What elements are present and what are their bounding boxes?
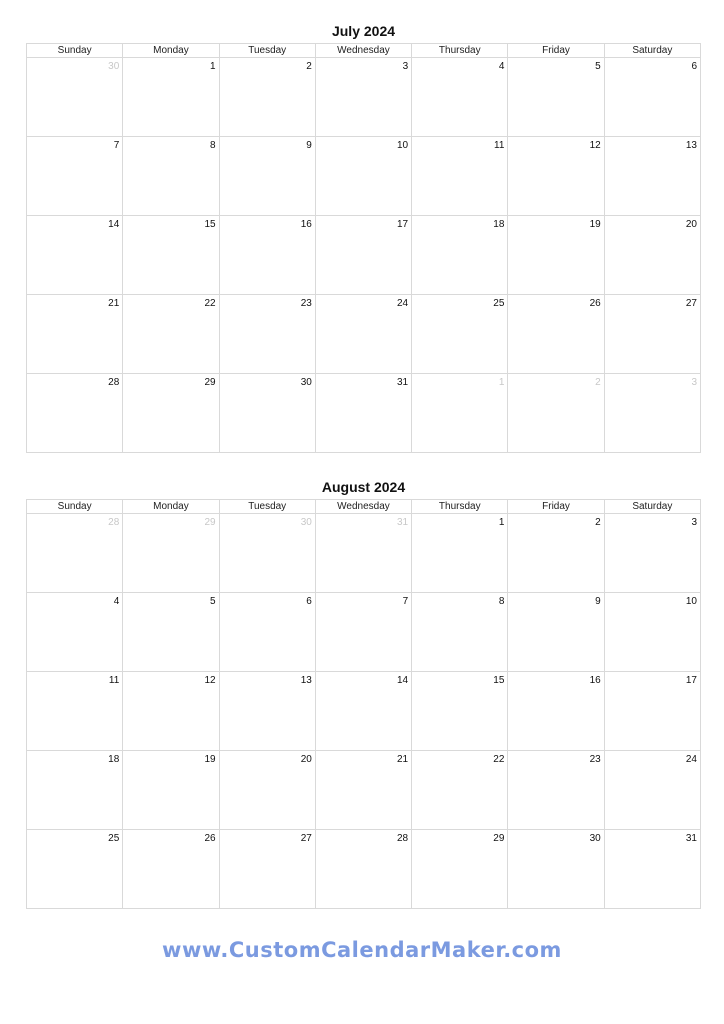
day-number: 12 [204,675,216,686]
calendar-grid [26,43,701,453]
week-row [27,593,701,672]
day-cell[interactable] [604,830,700,909]
day-number: 16 [589,675,601,686]
day-cell[interactable] [123,216,219,295]
weekday-thursday: Thursday [412,44,508,58]
day-number: 23 [589,754,601,765]
day-number: 25 [493,298,505,309]
week-row [27,751,701,830]
day-cell[interactable] [123,137,219,216]
weekday-sunday: Sunday [27,44,123,58]
weekday-saturday: Saturday [604,44,700,58]
day-cell[interactable] [27,58,123,137]
day-number-other-month: 2 [595,377,601,388]
day-cell[interactable] [315,672,411,751]
day-cell[interactable] [27,593,123,672]
day-cell[interactable] [27,830,123,909]
day-number: 21 [108,298,120,309]
weekday-header [27,500,701,514]
day-cell[interactable] [412,830,508,909]
day-cell[interactable] [604,751,700,830]
day-cell[interactable] [219,751,315,830]
day-number-other-month: 1 [498,377,505,388]
day-cell[interactable] [123,514,219,593]
day-number: 30 [589,833,601,844]
day-number: 10 [685,596,697,607]
weekday-saturday: Saturday [604,500,700,514]
day-number: 19 [204,754,216,765]
day-number: 7 [113,140,120,151]
calendar-grid [26,499,701,909]
day-cell[interactable] [27,672,123,751]
day-number: 17 [397,219,409,230]
day-cell[interactable] [604,374,700,453]
website-watermark[interactable]: www.CustomCalendarMaker.com [162,938,562,962]
day-cell[interactable] [604,593,700,672]
day-number: 23 [300,298,312,309]
day-cell[interactable] [315,514,411,593]
day-number: 10 [397,140,409,151]
day-number: 1 [498,517,505,528]
day-number-other-month: 29 [204,517,216,528]
day-cell[interactable] [604,514,700,593]
day-cell[interactable] [604,672,700,751]
month-august [26,475,701,909]
day-cell[interactable] [27,751,123,830]
day-number: 19 [589,219,601,230]
day-cell[interactable] [219,830,315,909]
day-number: 4 [113,596,120,607]
day-number: 22 [493,754,505,765]
day-number: 13 [300,675,312,686]
day-cell[interactable] [508,751,604,830]
day-cell[interactable] [508,672,604,751]
day-cell[interactable] [219,374,315,453]
day-cell[interactable] [219,514,315,593]
day-cell[interactable] [219,216,315,295]
day-number: 5 [595,61,601,72]
day-cell[interactable] [412,672,508,751]
day-number: 3 [402,61,409,72]
weekday-thursday: Thursday [412,500,508,514]
day-cell[interactable] [412,58,508,137]
week-row [27,216,701,295]
day-number: 3 [691,517,697,528]
day-cell[interactable] [123,58,219,137]
weekday-tuesday: Tuesday [219,500,315,514]
day-number: 1 [210,61,216,72]
day-number: 14 [397,675,409,686]
week-row [27,137,701,216]
weekday-friday: Friday [508,500,604,514]
week-row [27,374,701,453]
day-cell[interactable] [604,137,700,216]
day-number: 26 [589,298,601,309]
weekday-friday: Friday [508,44,604,58]
day-number-other-month: 30 [108,61,120,72]
day-number: 20 [300,754,312,765]
day-cell[interactable] [27,216,123,295]
weekday-monday: Monday [123,500,219,514]
day-number: 17 [685,675,697,686]
day-cell[interactable] [315,137,411,216]
day-number-other-month: 28 [108,517,120,528]
week-row [27,672,701,751]
day-number: 8 [498,596,505,607]
day-cell[interactable] [412,374,508,453]
day-number: 28 [108,377,120,388]
day-cell[interactable] [27,137,123,216]
day-number: 12 [589,140,601,151]
day-number: 5 [210,596,216,607]
weekday-header [27,44,701,58]
day-cell[interactable] [27,295,123,374]
day-cell[interactable] [412,751,508,830]
day-cell[interactable] [315,751,411,830]
day-cell[interactable] [508,295,604,374]
day-number: 29 [204,377,216,388]
month-title: August 2024 [321,479,406,495]
day-cell[interactable] [123,830,219,909]
day-number: 27 [685,298,697,309]
day-number: 4 [498,61,505,72]
day-number: 6 [691,61,697,72]
day-cell[interactable] [508,593,604,672]
day-cell[interactable] [508,137,604,216]
day-cell[interactable] [315,593,411,672]
day-number: 9 [306,140,312,151]
day-cell[interactable] [412,593,508,672]
weekday-tuesday: Tuesday [219,44,315,58]
week-row [27,58,701,137]
day-number: 18 [493,219,505,230]
day-number: 13 [685,140,697,151]
day-number: 26 [204,833,216,844]
day-cell[interactable] [315,295,411,374]
day-number: 16 [300,219,312,230]
day-number: 25 [108,833,120,844]
day-cell[interactable] [219,58,315,137]
month-july [26,19,701,453]
day-cell[interactable] [508,374,604,453]
day-number: 31 [685,833,697,844]
day-number: 18 [108,754,120,765]
day-cell[interactable] [219,137,315,216]
day-cell[interactable] [315,216,411,295]
day-number: 9 [595,596,601,607]
weekday-wednesday: Wednesday [315,500,411,514]
day-number: 21 [397,754,409,765]
day-cell[interactable] [27,514,123,593]
day-number: 20 [685,219,697,230]
day-cell[interactable] [219,295,315,374]
day-number-other-month: 30 [300,517,312,528]
week-row [27,514,701,593]
day-number: 29 [493,833,505,844]
day-cell[interactable] [123,672,219,751]
day-number: 2 [306,61,312,72]
day-cell[interactable] [315,58,411,137]
day-cell[interactable] [123,751,219,830]
weekday-wednesday: Wednesday [315,44,411,58]
day-cell[interactable] [219,593,315,672]
day-cell[interactable] [219,672,315,751]
day-cell[interactable] [315,374,411,453]
day-number: 14 [108,219,120,230]
day-number: 11 [494,140,505,151]
day-number: 24 [685,754,697,765]
day-cell[interactable] [123,295,219,374]
day-number: 11 [108,675,120,686]
day-cell[interactable] [508,58,604,137]
day-cell[interactable] [123,374,219,453]
day-cell[interactable] [508,216,604,295]
month-title: July 2024 [331,23,396,39]
day-number-other-month: 3 [691,377,697,388]
day-cell[interactable] [508,830,604,909]
week-row [27,830,701,909]
day-number: 31 [397,377,409,388]
day-cell[interactable] [508,514,604,593]
day-number: 7 [402,596,409,607]
day-number: 15 [493,675,505,686]
day-number: 15 [204,219,216,230]
week-row [27,295,701,374]
day-number-other-month: 31 [397,517,409,528]
day-number: 22 [204,298,216,309]
day-cell[interactable] [412,216,508,295]
day-cell[interactable] [315,830,411,909]
day-number: 28 [397,833,409,844]
day-number: 24 [397,298,409,309]
day-cell[interactable] [412,137,508,216]
day-cell[interactable] [604,216,700,295]
weekday-sunday: Sunday [27,500,123,514]
day-cell[interactable] [123,593,219,672]
day-number: 30 [300,377,312,388]
day-cell[interactable] [604,295,700,374]
day-cell[interactable] [412,514,508,593]
day-number: 8 [210,140,216,151]
weekday-monday: Monday [123,44,219,58]
day-cell[interactable] [412,295,508,374]
day-number: 27 [300,833,312,844]
day-number: 6 [306,596,312,607]
day-number: 2 [595,517,601,528]
day-cell[interactable] [604,58,700,137]
day-cell[interactable] [27,374,123,453]
